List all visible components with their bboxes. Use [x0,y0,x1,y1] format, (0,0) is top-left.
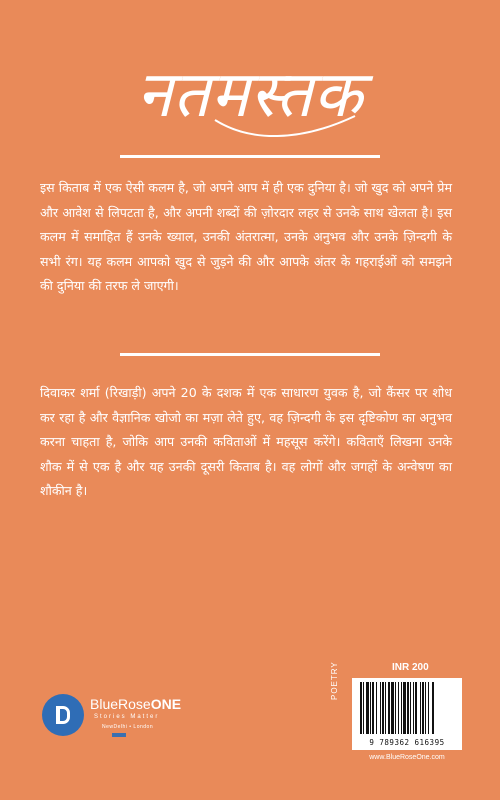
barcode-bars-icon [352,678,462,736]
bluerose-logo-icon [42,694,84,736]
publisher-website: www.BlueRoseOne.com [369,754,445,761]
publisher-cities: NewDelhi • London [102,724,154,730]
divider-middle [120,353,380,356]
publisher-name-part2: ONE [150,696,182,712]
book-title: नतमस्तक [136,58,364,132]
book-blurb: इस किताब में एक ऐसी कलम है, जो अपने आप में ही एक दुनिया है। जो खुद को अपने प्रेम और आवेश से लिपटता है, और अपनी शब्दों की ज़ोरदार लहर से उनके साथ खेलता है। इस कलम में समाहित हैं उनके ख्याल, उनकी अंतरात्मा, उनके अनुभव और उनके ज़िन्दगी के सभी रंग। यह कलम आपको खुद से जुड़ने की और आपके अंतर के गहराईओं को समझने की दुनिया की तरफ ले जाएगी। [40,180,452,293]
genre-label: POETRY [330,661,339,700]
publisher-name-part1: BlueRose [90,696,151,712]
isbn-number: 9 789362 616395 [369,738,445,747]
divider-top [120,155,380,158]
publisher-name [90,696,181,712]
title-swash-ornament [210,112,360,142]
publisher-mini-mark [112,733,126,737]
price-label: INR 200 [392,662,429,673]
author-bio: दिवाकर शर्मा (रिखाड़ी) अपने 20 के दशक में एक साधारण युवक है, जो कैंसर पर शोध कर रहा है और वैज्ञानिक खोजो का मज़ा लेते हुए, वह ज़िन्दगी के इस दृष्टिकोण का अनुभव करना चाहता है, जोकि आप उनकी कविताओं में महसूस करेंगे। कविताएँ लिखना उनके शौक में से एक है और यह उनकी दूसरी किताब है। वह लोगों और जगहों के अन्वेषण का शौकीन है। [40,385,452,498]
publisher-tagline: Stories Matter [94,714,160,720]
publisher-logo [42,692,232,742]
